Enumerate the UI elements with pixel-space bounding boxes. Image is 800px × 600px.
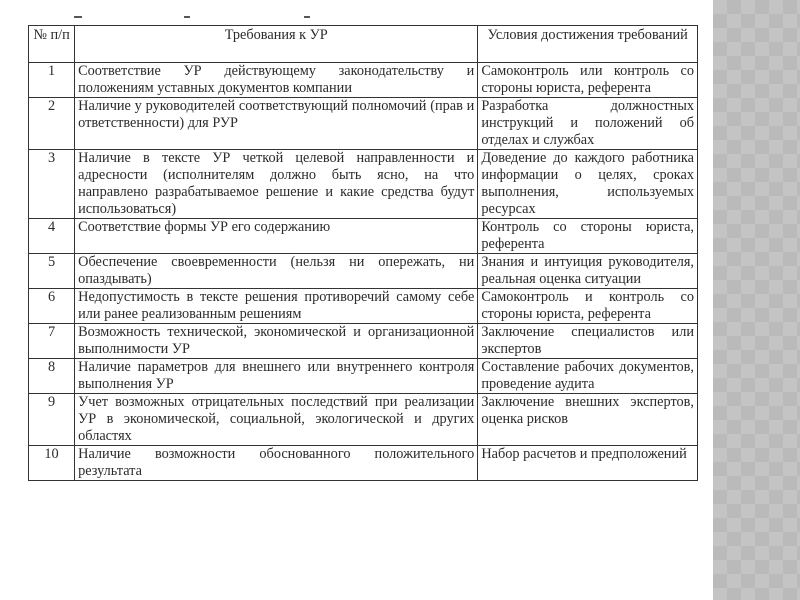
table-header-row [29,26,698,63]
cropped-heading-remnant [74,16,404,18]
row-number: 10 [29,446,75,481]
table-row [29,394,698,446]
row-number: 9 [29,394,75,446]
row-condition: Доведение до каждого работника информации о целях, сроках выполнения, используемых ресурсах [478,150,698,219]
row-requirement: Наличие в тексте УР четкой целевой направленности и адресности (исполнителям должно быть ясно, на что направлено разрабатываемое решение и какие средства будут использоваться) [75,150,478,219]
table-row [29,98,698,150]
header-number: № п/п [29,26,75,63]
row-requirement: Соответствие формы УР его содержанию [75,219,478,254]
table-row [29,63,698,98]
row-condition: Набор расчетов и предположений [478,446,698,481]
header-requirement: Требования к УР [75,26,478,63]
row-condition: Знания и интуиция руководителя, реальная оценка ситуации [478,254,698,289]
row-number: 5 [29,254,75,289]
table-row [29,254,698,289]
table-row [29,446,698,481]
row-number: 2 [29,98,75,150]
table-row [29,150,698,219]
row-condition: Контроль со стороны юриста, референта [478,219,698,254]
row-number: 1 [29,63,75,98]
requirements-table [28,25,698,481]
row-condition: Самоконтроль и контроль со стороны юриста, референта [478,289,698,324]
row-number: 3 [29,150,75,219]
row-requirement: Наличие у руководителей соответствующий полномочий (прав и ответственности) для РУР [75,98,478,150]
row-requirement: Обеспечение своевременности (нельзя ни опережать, ни опаздывать) [75,254,478,289]
row-condition: Заключение специалистов или экспертов [478,324,698,359]
row-number: 7 [29,324,75,359]
decorative-side-panel [713,0,800,600]
table-row [29,359,698,394]
row-condition: Самоконтроль или контроль со стороны юриста, референта [478,63,698,98]
row-requirement: Учет возможных отрицательных последствий при реализации УР в экономической, социальной, экологической и других областях [75,394,478,446]
row-number: 6 [29,289,75,324]
row-requirement: Наличие параметров для внешнего или внутреннего контроля выполнения УР [75,359,478,394]
row-number: 4 [29,219,75,254]
header-condition: Условия достижения требований [478,26,698,63]
row-condition: Составление рабочих документов, проведение аудита [478,359,698,394]
row-requirement: Наличие возможности обоснованного положительного результата [75,446,478,481]
row-condition: Разработка должностных инструкций и положений об отделах и службах [478,98,698,150]
table-row [29,289,698,324]
row-number: 8 [29,359,75,394]
row-requirement: Недопустимость в тексте решения противоречий самому себе или ранее реализованным решениям [75,289,478,324]
row-condition: Заключение внешних экспертов, оценка рисков [478,394,698,446]
table-row [29,324,698,359]
row-requirement: Соответствие УР действующему законодательству и положениям уставных документов компании [75,63,478,98]
table-row [29,219,698,254]
row-requirement: Возможность технической, экономической и организационной выполнимости УР [75,324,478,359]
